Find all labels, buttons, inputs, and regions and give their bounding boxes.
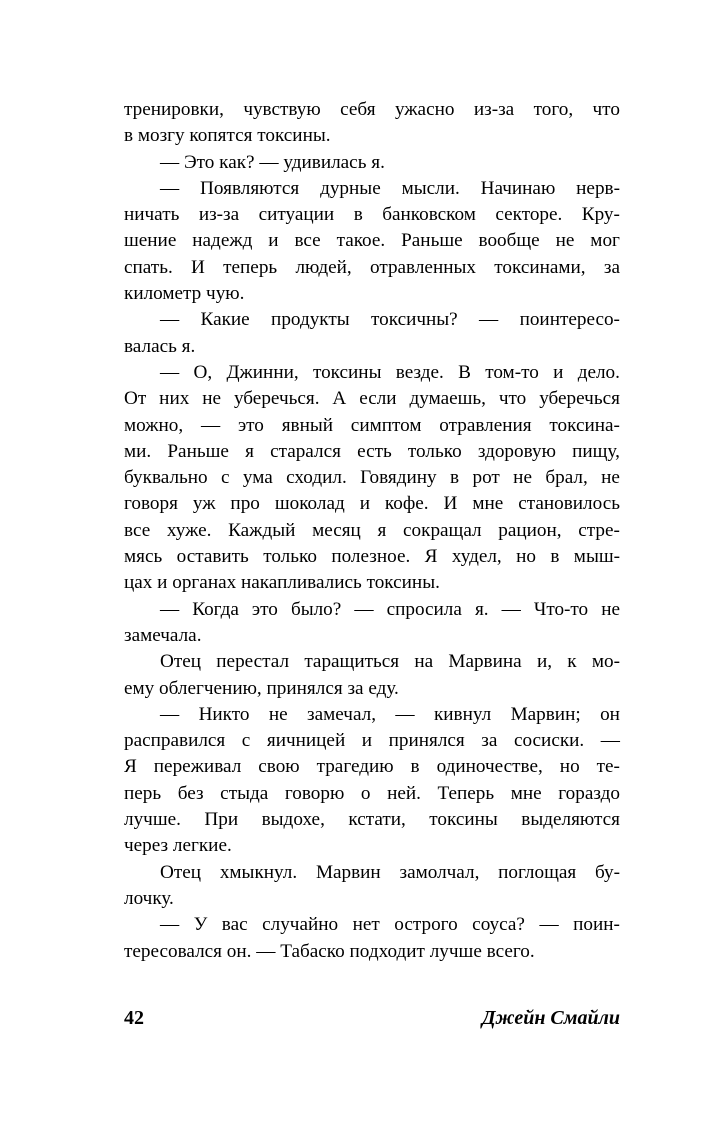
text-line: — Когда это было? — спросила я. — Что-то не — [160, 598, 620, 620]
paragraph — [124, 649, 620, 702]
body-text — [124, 97, 620, 965]
text-line: замечала. — [124, 624, 202, 646]
paragraph — [124, 150, 620, 176]
paragraph — [124, 597, 620, 650]
text-line: ничать из-за ситуации в банковском секторе. Кру- — [124, 204, 620, 226]
paragraph — [124, 176, 620, 307]
text-line: лочку. — [124, 887, 174, 909]
paragraph — [124, 860, 620, 913]
text-line: можно, — это явный симптом отравления токсина- — [124, 414, 620, 436]
page-number: 42 — [124, 1007, 144, 1029]
text-line: — О, Джинни, токсины везде. В том-то и дело. — [160, 361, 620, 383]
text-line: говоря уж про шоколад и кофе. И мне становилось — [124, 493, 620, 515]
paragraph — [124, 360, 620, 597]
text-line: шение надежд и все такое. Раньше вообще не мог — [124, 230, 620, 252]
text-line: спать. И теперь людей, отравленных токсинами, за — [124, 256, 620, 278]
text-line: мясь оставить только полезное. Я худел, но в мыш- — [124, 546, 620, 568]
text-line: расправился с яичницей и принялся за сосиски. — — [124, 730, 620, 752]
paragraph — [124, 912, 620, 965]
paragraph — [124, 702, 620, 860]
text-line: валась я. — [124, 335, 196, 357]
text-line: — Какие продукты токсичны? — поинтересо- — [160, 309, 620, 331]
text-line: Отец перестал таращиться на Марвина и, к мо- — [160, 651, 620, 673]
text-line: ми. Раньше я старался есть только здоровую пищу, — [124, 440, 620, 462]
paragraph — [124, 97, 620, 150]
text-line: в мозгу копятся токсины. — [124, 125, 331, 147]
text-line: — У вас случайно нет острого соуса? — поин- — [160, 914, 620, 936]
text-line: ему облегчению, принялся за еду. — [124, 677, 399, 699]
text-line: буквально с ума сходил. Говядину в рот не брал, не — [124, 467, 620, 489]
page-footer — [124, 1007, 620, 1030]
text-line: Я переживал свою трагедию в одиночестве, но те- — [124, 756, 620, 778]
text-line: километр чую. — [124, 283, 245, 305]
text-line: через легкие. — [124, 835, 232, 857]
text-line: перь без стыда говорю о ней. Теперь мне гораздо — [124, 782, 620, 804]
text-line: От них не уберечься. А если думаешь, что уберечься — [124, 388, 620, 410]
text-line: — Появляются дурные мысли. Начинаю нерв- — [160, 177, 620, 199]
running-author: Джейн Смайли — [481, 1007, 620, 1029]
text-line: тересовался он. — Табаско подходит лучше всего. — [124, 940, 535, 962]
text-line: — Никто не замечал, — кивнул Марвин; он — [160, 703, 620, 725]
text-line: все хуже. Каждый месяц я сокращал рацион, стре- — [124, 519, 620, 541]
text-line: цах и органах накапливались токсины. — [124, 572, 440, 594]
text-line: — Это как? — удивилась я. — [160, 151, 385, 173]
text-line: Отец хмыкнул. Марвин замолчал, поглощая бу- — [160, 861, 620, 883]
text-line: лучше. При выдохе, кстати, токсины выделяются — [124, 809, 620, 831]
paragraph — [124, 307, 620, 360]
text-line: тренировки, чувствую себя ужасно из-за того, что — [124, 99, 620, 120]
